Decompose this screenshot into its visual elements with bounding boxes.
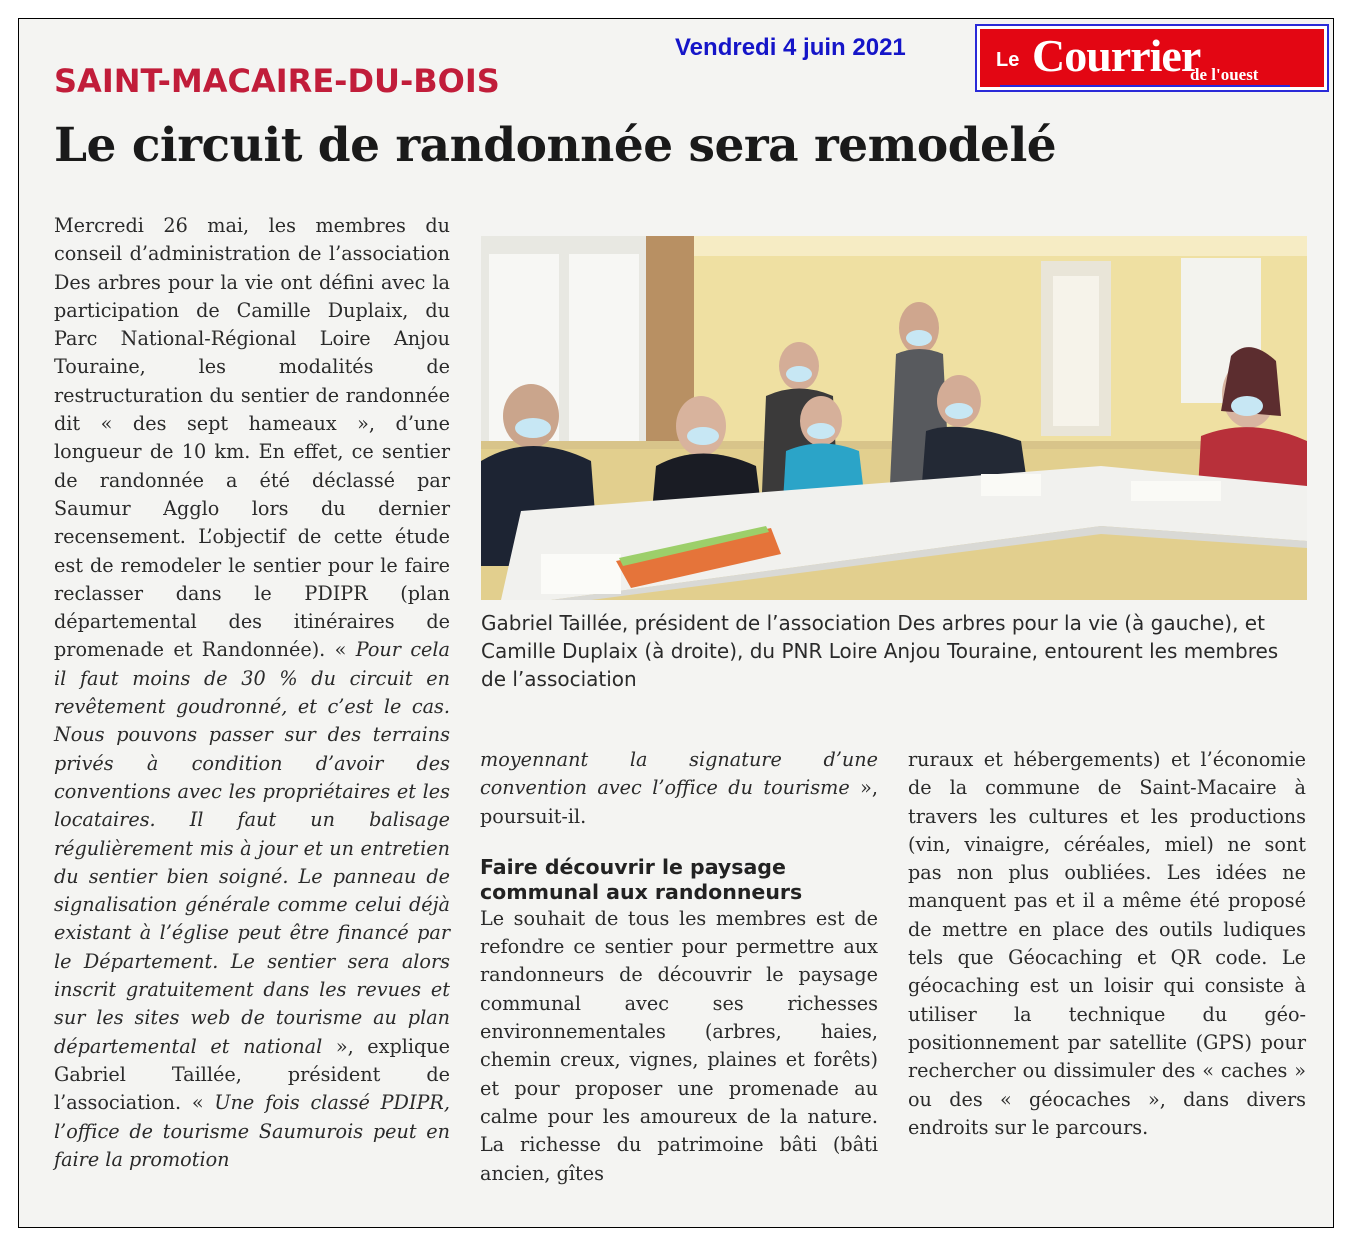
quote-text-2: Une fois classé PDIPR, l’office de tourisme Saumurois peut en faire la promotion [54, 1091, 450, 1171]
meeting-photo-illustration [481, 236, 1307, 600]
article-paragraph [480, 746, 878, 831]
quote-text-continued: moyennant la signature d’une convention avec l’office du tourisme [480, 748, 878, 800]
article-paragraph: ruraux et hébergements) et l’économie de la commune de Saint-Macaire à travers les cultures et les productions (vin, vinaigre, céréales, miel) ne sont pas non plus oubliées. Les idées ne manquent pas et il a même été proposé de mettre en place des outils ludiques tels que Géocaching et QR code. Le géocaching est un loisir qui consiste à utiliser la technique du géo-positionnement par satellite (GPS) pour rechercher ou dissimuler des « caches » ou des « géocaches », dans divers endroits sur le parcours. [908, 748, 1306, 1139]
section-subheading: Faire découvrir le paysage communal aux randonneurs [480, 854, 803, 904]
intro-text: Mercredi 26 mai, les membres du conseil d’administration de l’association Des arbres pour la vie ont défini avec la participation de Camille Duplaix, du Parc National-Régional Loire Anjou Touraine, les modalités de restructuration du sentier de randonnée dit « des sept hameaux », d’une longueur de 10 km. En effet, ce sentier de randonnée a été déclassé par Saumur Agglo lors du dernier recensement. L’objectif de cette étude est de remodeler le sentier pour le faire reclasser dans le PDIPR (plan départemental des itinéraires de promenade et Randonnée). [54, 214, 450, 662]
article-headline: Le circuit de randonnée sera remodelé [54, 118, 1057, 173]
quote-open: « [334, 638, 356, 662]
photo-caption: Gabriel Taillée, président de l’association Des arbres pour la vie (à gauche), et Camille Duplaix (à droite), du PNR Loire Anjou Touraine, entourent les membres de l’association [481, 611, 1279, 691]
article-column-2 [480, 746, 878, 1188]
logo-le: Le [996, 49, 1020, 71]
logo-background [980, 29, 1324, 87]
article-column-1 [54, 212, 450, 1174]
quote-attribution: », explique Gabriel Taillée, président de l’association. « [54, 1034, 451, 1115]
quote-attribution-2: », poursuit-il. [480, 776, 878, 828]
logo-de-louest: de l'ouest [1190, 65, 1259, 84]
article-photo [481, 236, 1307, 600]
logo-courrier: Courrier [1032, 30, 1201, 81]
article-paragraph: Le souhait de tous les membres est de refondre ce sentier pour permettre aux randonneurs de découvrir le paysage communal avec ses richesses environnementales (arbres, haies, chemin creux, vignes, plaines et forêts) et pour proposer une promenade au calme pour les amoureux de la nature. La richesse du patrimoine bâti (bâti ancien, gîtes [480, 906, 878, 1185]
quote-text: Pour cela il faut moins de 30 % du circuit en revêtement goudronné, et c’est le cas. Nous pouvons passer sur des terrains privés à condition d’avoir des conventions avec les propriétaires et les locataires. Il faut un balisage régulièrement mis à jour et un entretien du sentier bien soigné. Le panneau de signalisation générale comme celui déjà existant à l’église peut être financé par le Département. Le sentier sera alors inscrit gratuitement dans les revues et sur les sites web de tourisme au plan départemental et national [54, 638, 450, 1058]
article-column-3 [908, 746, 1306, 1142]
newspaper-logo [975, 24, 1329, 92]
location-kicker: SAINT-MACAIRE-DU-BOIS [54, 62, 500, 100]
article-paragraph [54, 212, 450, 1174]
logo-underline [1000, 85, 1290, 87]
publication-date: Vendredi 4 juin 2021 [675, 34, 906, 61]
